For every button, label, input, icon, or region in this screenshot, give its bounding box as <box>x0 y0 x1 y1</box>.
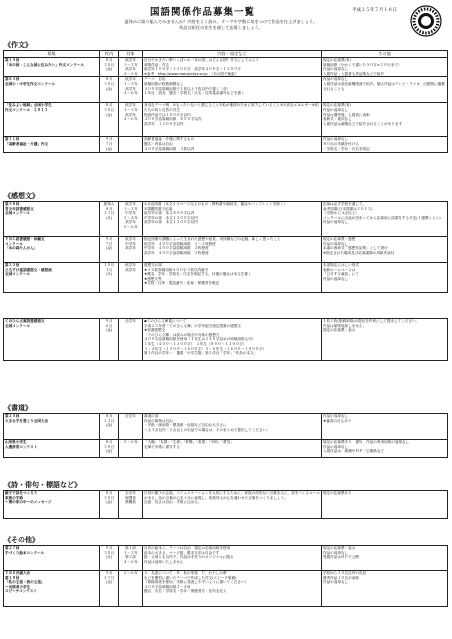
content: 指定図書や課題によって生まれた感想や意見、実体験などの記録、新しく思ったこと 低学年 ４００字詰原稿用紙 １〜２枚程度 中学年 ４００字詰原稿用紙 ２枚程度 高学年 ４００字詰原稿用紙 ３枚程度 <box>143 237 322 263</box>
deadline: ８月 ３０日 (金) <box>100 440 119 458</box>
target: 全学年 <box>119 319 143 361</box>
table-row <box>4 263 448 293</box>
deadline: ８月 ３０日 (金) <box>100 58 119 77</box>
deadline: ９月 ６日 (金) <box>100 319 119 361</box>
deadline: ８月 ２３日 (金) <box>100 414 119 440</box>
subtitle-line: 作品は担任の先生を通して応募しましょう。 <box>179 25 263 30</box>
column-header: 募集 <box>4 51 100 58</box>
contest-name: てのひら文庫読書感想文 全国コンクール <box>4 319 100 361</box>
other: 作品の返却なし ８０点の実績を付ける ・学校名・学年・氏名を明記 <box>322 137 448 153</box>
deadline: ９月 ７日 (金) <box>100 137 119 153</box>
entries-table <box>3 201 448 293</box>
entries-table <box>3 490 448 519</box>
table-row <box>4 414 448 440</box>
other: 規定の応募票あり 書写、作品の専用用紙の返却なし 作品の返却なし 入賞作品は、新聞やＨＰ・広報紙など <box>322 440 448 458</box>
target: 全学年 保護者 教職員 <box>119 491 143 519</box>
contest-name: 第６３回 全国小・中学生作文コンクール <box>4 77 100 103</box>
section-heading: 《詩・俳句・標語など》 <box>4 481 82 489</box>
target: 低学年 １〜３年 高学年 ４〜６年 <box>119 77 143 103</box>
entries-table <box>3 413 448 458</box>
other: 規定の応募票・感想 作品の返却なし 本番の表彰式「感想作品集」として発行 ※指定された場所及び応募書類の用紙を添付 <box>322 237 448 263</box>
contest-name: 第２４回 大きな字を書こう全国大会 <box>4 414 100 440</box>
other: 作品の返却なし ★審査の目もあり <box>322 414 448 440</box>
entries-table <box>3 545 448 607</box>
table-row <box>4 202 448 237</box>
content: ◆てのひら文庫賞について 平成２５年度「てのひら文庫」の学年配当指定図書の感想文 ★読書感想文 「てのひら文庫」は読みの視点や対象の感想文 ４００字詰原稿用紙を使用（１年生は２４０字詰めの原稿用紙も可） １年生（４００〜１２００字） ２年生（８００〜１２００字） ３・４年生（１２００〜１６００字）５・６年生（１６００〜２０００字） 第１作目の学年＝ 選書「小学生版」第２作目「学年」「作品の本文」 <box>143 319 322 361</box>
contest-name: 「住みよい地域」全国小学生 作文コンクール ２０１３ <box>4 103 100 137</box>
target: 低学年 １〜３年 高学年 ４〜６年 <box>119 103 143 137</box>
target: 第１部 １〜３年 第２部 ４〜６年 <box>119 546 143 571</box>
table-row <box>4 237 448 263</box>
other: 作品の返却なし 入賞作品は読売新聞紙面で紹介。個人作品はテレビ・ラジオ、出版物に掲載されることも <box>322 77 448 103</box>
page-title: 国語関係作品募集一覧 <box>150 7 256 18</box>
contest-name: 第２７回 手づくり絵本コンクール <box>4 546 100 571</box>
contest-name: ＹＢＣ読書感想・体験文 コンクール 「本の森たんけん」 <box>4 237 100 263</box>
contest-name: 第５８回 青少年読書感想文 全国コンクール <box>4 202 100 237</box>
other: 応募は必ず学校を通して。 参考図書(日本図書は２０１３) （学校から４点以上） コンクールに出品が決まってから応募用に清書をする予定(１週間ぐらい) 作品の返却なし <box>322 202 448 237</box>
table-row <box>4 440 448 458</box>
target: ５・６年 <box>119 440 143 458</box>
content: 書道の部 作品の規格は自由 ・半紙・画用紙・模造紙・色紙など自由な大きさに 一人３点以内「２点以上の出品での場合は、そのまとめて提出してください」 <box>143 414 322 440</box>
content: 身近なテーマ例 ①もったいないと感じること②私が地球のために努力していること③大切なエネルギー④私たちの町と自然の共生 物語作品では１０００字以内 ４００字詰原稿用紙 ８００字以内 高学年 １２００字以内 <box>143 103 322 137</box>
deadline: ９月 ２７日 (金) <box>100 571 119 607</box>
target: 全学年 <box>119 414 143 440</box>
contest-name: 第３３回 ひろすけ童話感想文・感想画 全国コンクール <box>4 263 100 293</box>
column-header: 対象 <box>119 51 143 58</box>
section-heading: 《作文》 <box>4 41 32 49</box>
contest-name: 第１５回 「本の国・こんな国に住みたい」作文コンクール <box>4 58 100 77</box>
entries-table <box>3 50 448 153</box>
table-row <box>4 571 448 607</box>
target <box>119 137 143 153</box>
content: 自分でかきたい夢いっぱいの「本の国」はどんな国？作文にしてみよう 募集作品：作文 低学年１００字〜１２００字 高学年４００字〜１２００字 ※参考 http://www.mokujiakyo.or.jp （木の国で検索） <box>143 58 322 77</box>
other: 規定の応募票・表示 作品の返却なし 受賞作品はＨＰで公開 <box>322 546 448 571</box>
subtitle <box>76 19 366 31</box>
table-row <box>4 77 448 103</box>
content: 日常の親子の会話、コミュニケーションを大切にするために、家族の何気ない言葉を元に、詩をつくるルールがある。詩の言葉の心を十分に表現し、家族同士が心を通わせた言葉をつくりましょう。 注意 長さは自由・手紙に込める。 <box>143 491 322 519</box>
table-row <box>4 491 448 519</box>
contest-name: 親子で詩をつくろう 家族の手紙 〜僕の家の中〜のメッセージ <box>4 491 100 519</box>
deadline: ９月 ３０日 (月) <box>100 546 119 571</box>
content: 感想文の部 ★３４枚原稿用紙４００字３枚以内厳守 ★題名、学年・学校名・氏名を明記する。付箋の場合は本文を書く ★感想文等 ★学校・住所・電話番号・応募・保護者を明記 <box>143 263 322 293</box>
content: 「人権」「友情」「生命」「仲間」「希望」「平和」「勇気」 毛筆で半紙に書写する <box>143 440 322 458</box>
column-header: 内容・規定など <box>143 51 322 58</box>
content: ①自由図書（本文１５ページ以上のもの・教科書や副読本、雑誌やパンフレットを除く） ②課題図書で応募 低学年の部 本文８００字以内 中学年の部 本文１２００字以内 高学年の部 本文１２００字以内 <box>143 202 322 237</box>
logo-seal-icon <box>409 4 443 38</box>
content: テーマ 自由 原稿用紙の枚数制限なし ４００字詰原稿用紙で１枚以上３枚以内で書く（各） １年目 読売 題名・学校名・氏名・住所電話番号などを書く <box>143 77 322 103</box>
target: ５〜６年 <box>119 571 143 607</box>
contest-name: ＹＢＳ弁論大会 第１９回 「私の主張・我の主張」 〜出演者小学生 スピーチコンテスト <box>4 571 100 607</box>
target: 低学年 高学年 <box>119 263 143 293</box>
header-row <box>4 51 448 58</box>
deadline: ８月 ３０日 (金) <box>100 491 119 519</box>
table-row <box>4 103 448 137</box>
date: 平成２５年７月１８日 <box>352 8 397 13</box>
section-heading: 《その他》 <box>4 536 39 544</box>
column-header: その他 <box>322 51 448 58</box>
deadline: １０月 ３日 (木) <box>100 263 119 293</box>
entries-table <box>3 318 448 361</box>
contest-name: 第１１回 「高齢者福祉・介護」作文 <box>4 137 100 153</box>
table-row <box>4 137 448 153</box>
column-header: 枚内 <box>100 51 119 58</box>
table-row <box>4 319 448 361</box>
other: 学校から１０名以内の出品 優秀作品１０名が表彰 作品の返却なし <box>322 571 448 607</box>
contest-name: 山形県小学生 人権啓発コンテスト <box>4 440 100 458</box>
deadline: ８月 ３０日 (金) <box>100 103 119 137</box>
target: 低学年 中学年 高学年 <box>119 237 143 263</box>
content: Ａ．友達について Ｂ．私の家族 Ｃ．わたしの夢 などを題材に書いたテーマで作成した作文(スピーチ原稿) （原稿用紙を使用、実際に発表しやすいように書いてください） ４００字詰原稿用紙３〜４枚 題名、氏名・学校名・学年・保護者名・住所を記入 <box>143 571 322 607</box>
deadline: ８月 ３０日 (金) <box>100 77 119 103</box>
target: 低学年 １〜２年 中学年 ３〜４年 高学年 ５〜６年 <box>119 202 143 237</box>
deadline: 夏休み ８月 ２７日 (月) <box>100 202 119 237</box>
section-heading: 《感想文》 <box>4 192 39 200</box>
content: 自作の絵本と、テーマは自由 規定の応募用紙を使用 絵本の大きさ、ページ数、製本方法は自由です 絵・文章とも自作で、作品は手作りのオリジナルに限る 作品は返却いたしません <box>143 546 322 571</box>
other: 規定の応募票(有) 原稿用紙（小かくで書いた５０字×２０行まで） 作品の返却なし 入賞作品・入賞者も作品集などで紹介 <box>322 58 448 77</box>
other: 規定の応募票(有) 作品の返却なし 作品は選考後、入賞者に表彰 表彰式・賞状なし 入賞作品は新聞などで紹介されることがあります <box>322 103 448 137</box>
section-heading: 《書道》 <box>4 404 32 412</box>
content: 高齢者福祉・介護に関するもの 題名・内容は自由 ４００字詰原稿用紙 ３枚以内 <box>143 137 322 153</box>
target: 低学年 １〜３年 高学年 ４〜６年 <box>119 58 143 77</box>
table-row <box>4 546 448 571</box>
table-row <box>4 58 448 77</box>
other: 本部指定にはしい形式 表彰ホームページは 「ひろすけ童話」にて 作品の返却なし <box>322 263 448 293</box>
subtitle-line: 夏休みに取り組んでみませんか？内容をよく読み、テーマや字数に気をつけて作品を仕上げましょう。 <box>124 19 318 24</box>
other: 規定の応募票あり <box>322 491 448 519</box>
other: １枚１枚(原稿用紙)の提出を作家にして提出してください。 作品は原則返却しません。 規定の応募票・表示 <box>322 319 448 361</box>
deadline: ９月 ７日 (金) <box>100 237 119 263</box>
